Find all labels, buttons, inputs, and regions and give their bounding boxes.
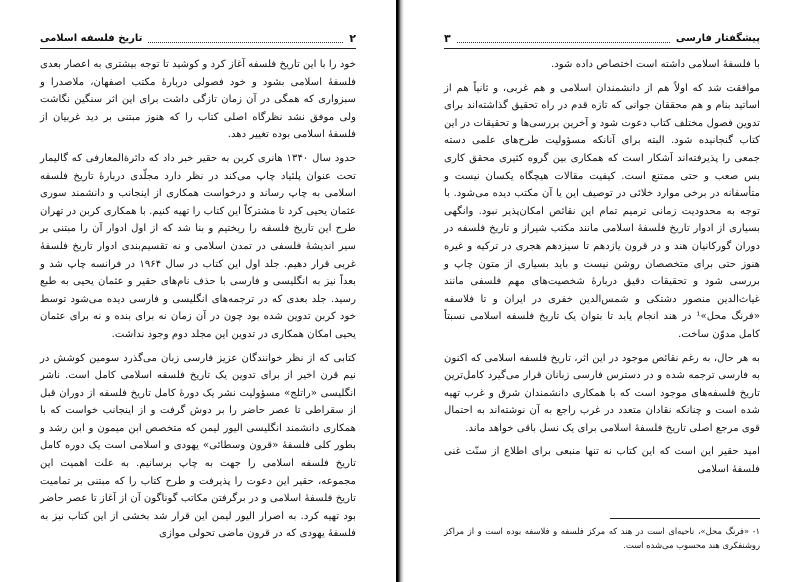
header-dot-leader — [148, 34, 343, 43]
right-page-body — [444, 56, 760, 479]
paragraph: خود را با این تاریخ فلسفه آغاز کرد و کوشید تا توجه بیشتری به اعصار بعدی فلسفهٔ اسلامی بشود و خود فصولی دربارهٔ مکتب اصفهان، ملاصدرا و سبزواری که همگی در آن زمان تازگی داشت برای این اثر سنگین نگاشت ولی موفق نشد نظرگاه اصلی کتاب را که هنوز مبتنی بر دید غربیان از فلسفهٔ اسلامی بوده تغییر دهد. — [40, 59, 356, 141]
page-number: ۳ — [444, 31, 451, 45]
page-number: ۲ — [349, 31, 356, 45]
right-page-header — [444, 30, 760, 46]
left-page-header — [40, 30, 356, 46]
paragraph: به هر حال، به رغم نقائص موجود در این اثر، تاریخ فلسفه اسلامی که اکنون به فارسی ترجمه شده و در دسترس فارسی زبانان قرار می‌گیرد کامل‌ترین تاریخ فلسفه‌های موجود است که با همکاری دانشمندان شرق و غرب تهیه شده است و چنانکه نقادان متعدد در غرب راجع به آن نوشته‌اند به احتمال قوی مرجع اصلی تاریخ فلسفهٔ اسلامی برای یک نسل باقی خواهد ماند. — [444, 352, 760, 434]
running-title: پیشگفتار فارسی — [675, 32, 760, 44]
left-page-body — [40, 56, 356, 543]
left-page — [0, 0, 396, 582]
header-dot-leader — [457, 34, 670, 43]
header-rule — [40, 48, 356, 49]
footnote-rule — [610, 518, 760, 519]
book-gutter — [396, 0, 404, 582]
footnote: ۱- «فرنگ محل»، ناحیه‌ای است در هند که مرکز فلسفه و فلاسفه بوده است و از مراکز روشنفکری هند محسوب می‌شده است. — [444, 526, 760, 550]
right-page — [404, 0, 800, 582]
running-title: تاریخ فلسفه اسلامی — [40, 32, 143, 44]
header-rule — [444, 48, 760, 49]
paragraph: با فلسفهٔ اسلامی داشته است اختصاص داده شود. — [550, 59, 760, 70]
paragraph: حدود سال ۱۳۴۰ هانری کربن به حقیر خبر داد که دائرةالمعارفی که گالیمار تحت عنوان پلئیاد چاپ می‌کند در نظر دارد مجلّدی دربارهٔ تاریخ فلسفه اسلامی به چاپ رساند و درخواست همکاری از اینجانب و دانشمند سوری عثمان یحیی کرد تا مشترکاً این کتاب را تهیه کنیم. با همکاری کربن در تهران طرح این تاریخ فلسفه را ریختیم و بنا شد که از اول ادوار آن را مبتنی بر سیر اندیشهٔ فلسفی در تمدن اسلامی و نه تقسیم‌بندی ادوار تاریخ فلسفهٔ غربی قرار دهیم. جلد اول این کتاب در سال ۱۹۶۴ در فرانسه چاپ شد و بعداً نیز به انگلیسی و فارسی با حذف نام‌های حقیر و عثمان یحیی به طبع رسید. جلد بعدی که در ترجمه‌های انگلیسی و فارسی دیده می‌شود توسط خود کربن تدوین شده بود چون در آن زمان نه برای بنده و نه برای عثمان یحیی امکان همکاری در تدوین این مجلد دوم وجود نداشت. — [40, 152, 356, 340]
paragraph: کتابی که از نظر خوانندگان عزیز فارسی زبان می‌گذرد سومین کوشش در نیم قرن اخیر از برای تدوین یک تاریخ فلسفه اسلامی کامل است. ناشر انگلیسی «راتلج» مسؤولیت نشر یک دورهٔ کامل تاریخ فلسفه از دوران قبل از سقراطی تا عصر حاضر را بر دوش گرفت و از اینجانب خواست که با همکاری دانشمند انگلیسی الیور لیمن که متخصص ابن میمون و ابن رشد و بطور کلی فلسفهٔ «قرون وسطائی» یهودی و اسلامی است یک دوره کامل تاریخ فلسفه اسلامی را جهت به چاپ برسانیم. به علت اهمیت این مجموعه، حقیر این دعوت را پذیرفت و طرح کتاب را که مبتنی بر تمامیت تاریخ فلسفهٔ اسلامی و در برگرفتن مکاتب گوناگون آن از آغاز تا عصر حاضر بود تهیه کرد. به اصرار الیور لیمن این قرار شد بخشی از این کتاب نیز به فلسفهٔ یهودی که در قرون ماضی تحولی موازی — [40, 352, 356, 540]
paragraph: امید حقیر این است که این کتاب نه تنها منبعی برای اطلاع از سنّت غنی فلسفهٔ اسلامی — [444, 446, 760, 476]
paragraph: موافقت شد که اولاً هم از دانشمندان اسلامی و هم غربی، و ثانیاً هم از اساتید بنام و هم محققان جوانی که تازه قدم در راه تحقیق گذاشته‌اند برای تدوین فصول مختلف کتاب دعوت شود و آخرین بررسی‌ها و تحقیقات در این کتاب گنجانیده شود. البته برای آنانکه مسؤولیت طرح‌های علمی دسته جمعی را پذیرفته‌اند آشکار است که همکاری بین گروه کثیری محقق کاری بس صعب و حتی ممتنع است. کیفیت مقالات هیچگاه یکسان نیست و متأسفانه در برخی موارد خلائی در توصیف این یا آن مکتب دیده می‌شود. با توجه به محدودیت زمانی ترمیم تمام این نقائص امکان‌پذیر نبود. وانگهی بسیاری از ادوار تاریخ فلسفهٔ اسلامی مانند مکتب شیراز و تاریخ فلسفه در دوران گورکانیان هند و در قرون یازدهم تا سیزدهم هجری در ترکیه و غیره هنوز حتی برای متخصصان روشن نیست و باید بسیاری از متون چاپ و بررسی شود و تحقیقات دقیق دربارهٔ شخصیت‌های مهم فلسفی مانند غیاث‌الدین منصور دشتکی و شمس‌الدین خفری در ایران و تا فلاسفه «فرنگ محل»¹ در هند انجام یابد تا بتوان یک تاریخ فلسفه اسلامی نسبتاً کامل مدوّن ساخت. — [444, 82, 760, 340]
